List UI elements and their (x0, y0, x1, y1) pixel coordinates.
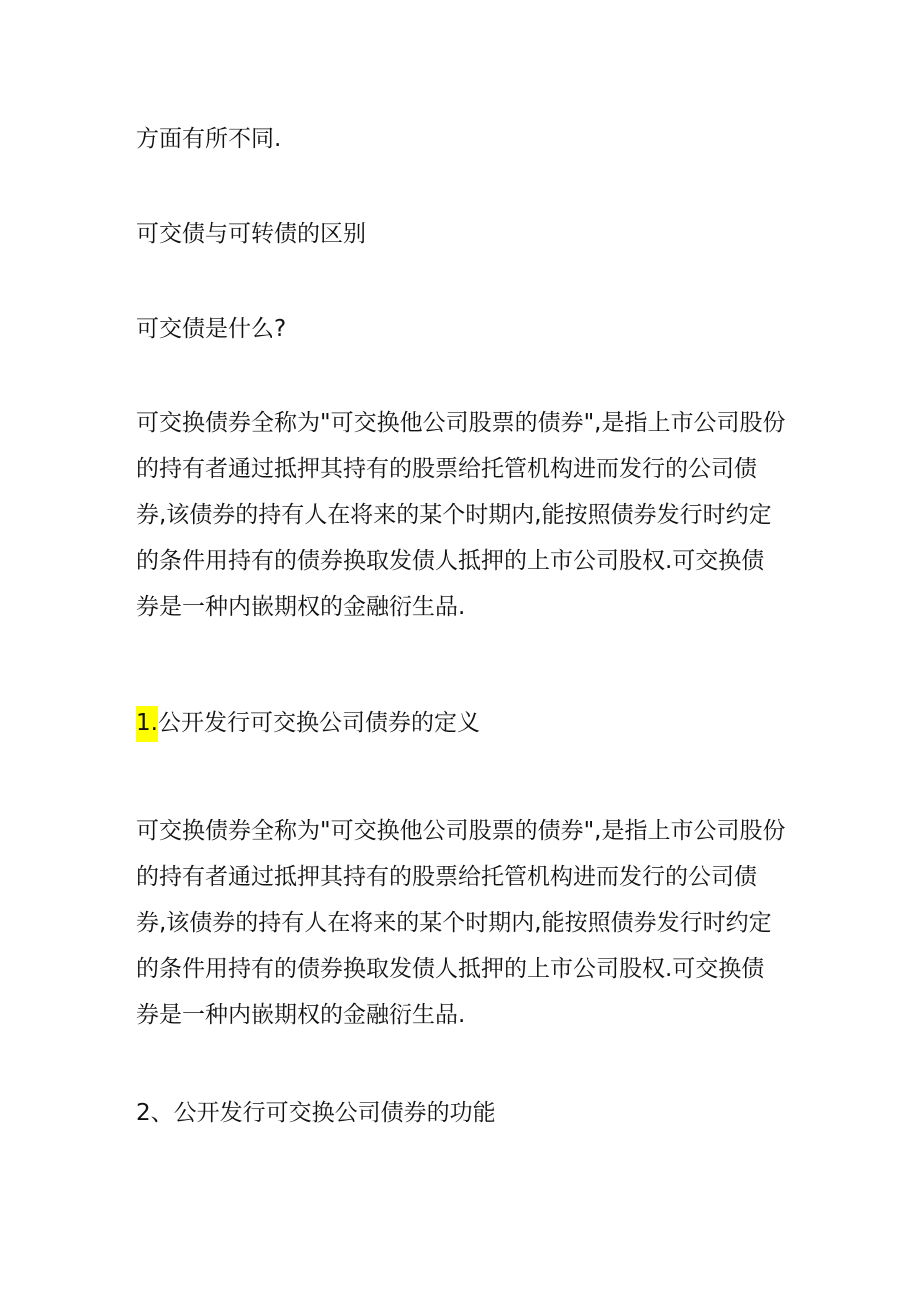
paragraph-line: 的持有者通过抵押其持有的股票给托管机构进而发行的公司债 (136, 864, 757, 890)
question-heading: 可交债是什么? (136, 316, 287, 342)
paragraph-definition-2 (136, 808, 796, 1038)
heading-2: 2、公开发行可交换公司债券的功能 (136, 1100, 496, 1126)
paragraph-line: 券是一种内嵌期权的金融衍生品. (136, 1002, 466, 1028)
paragraph-line: 券是一种内嵌期权的金融衍生品. (136, 594, 466, 620)
paragraph-line: 的持有者通过抵押其持有的股票给托管机构进而发行的公司债 (136, 456, 757, 482)
paragraph-definition-1 (136, 400, 796, 630)
paragraph-line: 可交换债券全称为"可交换他公司股票的债券",是指上市公司股份 (136, 410, 786, 436)
paragraph-line: 可交换债券全称为"可交换他公司股票的债券",是指上市公司股份 (136, 818, 786, 844)
highlighted-number: 1. (136, 706, 158, 742)
heading-1 (136, 708, 480, 738)
text-fragment: 方面有所不同. (136, 126, 282, 152)
paragraph-line: 券,该债券的持有人在将来的某个时期内,能按照债券发行时约定 (136, 910, 772, 936)
heading-1-text: 公开发行可交换公司债券的定义 (157, 710, 480, 736)
section-title: 可交债与可转债的区别 (136, 221, 366, 247)
paragraph-line: 的条件用持有的债券换取发债人抵押的上市公司股权.可交换债 (136, 548, 765, 574)
paragraph-line: 的条件用持有的债券换取发债人抵押的上市公司股权.可交换债 (136, 956, 765, 982)
paragraph-line: 券,该债券的持有人在将来的某个时期内,能按照债券发行时约定 (136, 502, 772, 528)
